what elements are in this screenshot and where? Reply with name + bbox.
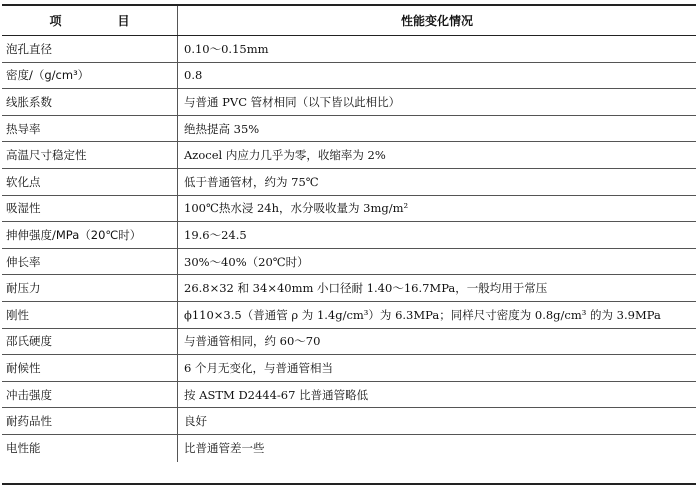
property-name-cell: 冲击强度 — [2, 382, 178, 408]
property-value-cell: 比普通管差一些 — [184, 441, 265, 456]
property-name-cell: 泡孔直径 — [2, 36, 178, 62]
property-value-cell: ϕ110×3.5（普通管 ρ 为 1.4g/cm³）为 6.3MPa；同样尺寸密度为 0.8g/cm³ 的为 3.9MPa — [184, 307, 661, 322]
properties-table — [2, 4, 696, 485]
table-row — [2, 435, 696, 462]
property-name-cell: 高温尺寸稳定性 — [2, 142, 178, 168]
property-value-cell: 与普通管相同，约 60～70 — [184, 334, 321, 349]
property-value-cell: 30%～40%（20℃时） — [184, 254, 309, 269]
property-value-cell: 与普通 PVC 管材相同（以下皆以此相比） — [184, 94, 401, 109]
table-row — [2, 63, 696, 90]
property-name-cell: 抻伸强度/MPa（20℃时） — [2, 222, 178, 248]
table-row — [2, 169, 696, 196]
table-row — [2, 89, 696, 116]
property-name-cell: 耐候性 — [2, 355, 178, 381]
property-name-cell: 邵氏硬度 — [2, 329, 178, 355]
table-row — [2, 329, 696, 356]
table-row — [2, 249, 696, 276]
table-body — [2, 36, 696, 462]
property-value-cell: 0.8 — [184, 68, 203, 83]
table-row — [2, 382, 696, 409]
table-row — [2, 196, 696, 223]
header-performance-change: 性能变化情况 — [400, 14, 473, 28]
property-name-cell: 耐压力 — [2, 275, 178, 301]
table-row — [2, 275, 696, 302]
property-name-cell: 密度/（g/cm³） — [2, 63, 178, 89]
header-item: 项 目 — [2, 6, 178, 35]
property-name-cell: 伸长率 — [2, 249, 178, 275]
table-row — [2, 355, 696, 382]
table-row — [2, 222, 696, 249]
property-value-cell: 100℃热水浸 24h，水分吸收量为 3mg/m² — [184, 201, 409, 216]
property-value-cell: 低于普通管材，约为 75℃ — [184, 174, 319, 189]
property-name-cell: 线胀系数 — [2, 89, 178, 115]
table-row — [2, 302, 696, 329]
property-value-cell: Azocel 内应力几乎为零，收缩率为 2% — [184, 148, 386, 163]
table-row — [2, 116, 696, 143]
property-value-cell: 绝热提高 35% — [184, 121, 260, 136]
property-value-cell: 0.10～0.15mm — [184, 41, 269, 56]
table-row — [2, 142, 696, 169]
property-name-cell: 软化点 — [2, 169, 178, 195]
property-value-cell: 6 个月无变化，与普通管相当 — [184, 360, 333, 375]
table-row — [2, 36, 696, 63]
property-value-cell: 26.8×32 和 34×40mm 小口径耐 1.40～16.7MPa，一般均用于常压 — [184, 281, 548, 296]
table-row — [2, 408, 696, 435]
table-header-row — [2, 6, 696, 36]
property-value-cell: 良好 — [184, 414, 207, 429]
property-name-cell: 电性能 — [2, 435, 178, 462]
property-name-cell: 吸湿性 — [2, 196, 178, 222]
property-value-cell: 按 ASTM D2444-67 比普通管略低 — [184, 387, 369, 402]
property-value-cell: 19.6～24.5 — [184, 227, 247, 242]
property-name-cell: 刚性 — [2, 302, 178, 328]
property-name-cell: 热导率 — [2, 116, 178, 142]
property-name-cell: 耐药品性 — [2, 408, 178, 434]
